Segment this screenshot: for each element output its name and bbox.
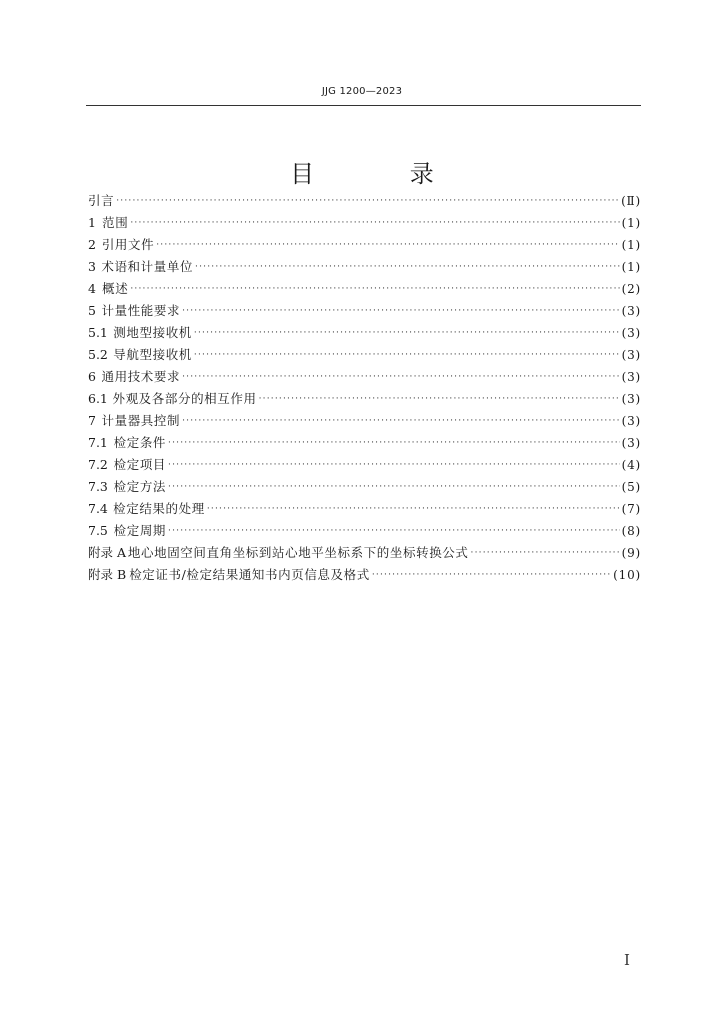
toc-leader-dots xyxy=(182,300,619,322)
toc-entry-label: 检定条件 xyxy=(113,435,167,450)
toc-entry-page: (3) xyxy=(621,370,641,384)
toc-entry-number: 附录 A xyxy=(88,545,127,560)
toc-entry-number: 7.3 xyxy=(88,479,108,494)
toc-entry-page: (8) xyxy=(621,524,641,538)
toc-entry-page: (7) xyxy=(621,502,641,516)
toc-entry-page: (Ⅱ) xyxy=(621,194,641,208)
toc-entry-label: 导航型接收机 xyxy=(113,347,192,362)
toc-leader-dots xyxy=(207,498,620,520)
toc-entry-label: 检定方法 xyxy=(113,479,167,494)
toc-entry-number: 5 xyxy=(88,303,96,318)
toc-entry-page: (2) xyxy=(621,282,641,296)
toc-leader-dots xyxy=(471,542,620,564)
toc-entry-number: 附录 B xyxy=(88,567,127,582)
toc-entry-number: 5.1 xyxy=(88,325,108,340)
page-title: 目 录 xyxy=(290,160,478,189)
toc-leader-dots xyxy=(182,366,619,388)
toc-entry-label: 测地型接收机 xyxy=(113,325,192,340)
toc-entry-page: (3) xyxy=(621,348,641,362)
toc-entry-number: 7.5 xyxy=(88,523,108,538)
toc-entry-label: 外观及各部分的相互作用 xyxy=(112,391,257,406)
toc-entry[interactable] xyxy=(88,410,641,432)
toc-entry[interactable] xyxy=(88,300,641,322)
toc-entry[interactable] xyxy=(88,542,641,564)
toc-entry-label: 引言 xyxy=(88,193,115,208)
toc-leader-dots xyxy=(168,476,620,498)
header-rule xyxy=(86,105,641,106)
toc-entry-page: (4) xyxy=(621,458,641,472)
toc-entry-page: (3) xyxy=(621,392,641,406)
toc-entry-label: 计量性能要求 xyxy=(101,303,181,318)
toc-leader-dots xyxy=(195,256,620,278)
toc-entry-number: 3 xyxy=(88,259,96,274)
toc-entry-label: 检定结果的处理 xyxy=(113,501,205,516)
toc-entry-page: (3) xyxy=(621,326,641,340)
toc-entry-label: 计量器具控制 xyxy=(101,413,181,428)
toc-entry-page: (3) xyxy=(621,304,641,318)
toc-leader-dots xyxy=(194,344,620,366)
toc-entry-page: (5) xyxy=(621,480,641,494)
toc-entry[interactable] xyxy=(88,432,641,454)
toc-leader-dots xyxy=(372,564,611,586)
toc-entry-page: (3) xyxy=(621,436,641,450)
toc-entry-number: 4 xyxy=(88,281,96,296)
toc-entry[interactable] xyxy=(88,212,641,234)
toc-entry[interactable] xyxy=(88,278,641,300)
toc-entry[interactable] xyxy=(88,476,641,498)
toc-leader-dots xyxy=(168,520,620,542)
toc-entry[interactable] xyxy=(88,454,641,476)
running-header: JJG 1200—2023 xyxy=(321,86,403,97)
toc-entry-number: 6.1 xyxy=(88,391,108,406)
toc-entry-label: 术语和计量单位 xyxy=(101,259,194,274)
toc-entry[interactable] xyxy=(88,322,641,344)
toc-entry-label: 通用技术要求 xyxy=(101,369,181,384)
toc-entry[interactable] xyxy=(88,520,641,542)
toc-entry[interactable] xyxy=(88,366,641,388)
toc-leader-dots xyxy=(156,234,619,256)
toc-entry-label: 检定项目 xyxy=(113,457,167,472)
toc-leader-dots xyxy=(259,388,620,410)
toc-entry[interactable] xyxy=(88,564,641,586)
toc-leader-dots xyxy=(194,322,620,344)
toc-entry-page: (9) xyxy=(621,546,641,560)
toc-entry-label: 检定周期 xyxy=(113,523,167,538)
toc-entry-page: (1) xyxy=(621,238,641,252)
toc-entry-label: 引用文件 xyxy=(101,237,155,252)
toc-entry[interactable] xyxy=(88,190,641,212)
toc-entry-number: 6 xyxy=(88,369,96,384)
toc-entry-number: 1 xyxy=(88,215,96,230)
toc-entry[interactable] xyxy=(88,234,641,256)
toc-entry-number: 7.2 xyxy=(88,457,108,472)
toc-entry-page: (1) xyxy=(621,260,641,274)
toc-entry-number: 7.4 xyxy=(88,501,108,516)
toc-leader-dots xyxy=(130,278,619,300)
toc-leader-dots xyxy=(130,212,619,234)
toc-entry-page: (10) xyxy=(613,568,641,582)
toc-entry-page: (3) xyxy=(621,414,641,428)
toc-entry-label: 范围 xyxy=(102,215,129,230)
toc-entry[interactable] xyxy=(88,256,641,278)
toc-entry-label: 地心地固空间直角坐标到站心地平坐标系下的坐标转换公式 xyxy=(127,545,469,560)
toc-entry[interactable] xyxy=(88,344,641,366)
toc-entry-label: 概述 xyxy=(102,281,129,296)
toc-leader-dots xyxy=(182,410,619,432)
toc-entry-number: 7 xyxy=(88,413,96,428)
table-of-contents xyxy=(88,190,641,586)
toc-entry[interactable] xyxy=(88,388,641,410)
toc-entry-number: 5.2 xyxy=(88,347,108,362)
toc-leader-dots xyxy=(168,454,620,476)
toc-entry-label: 检定证书/检定结果通知书内页信息及格式 xyxy=(129,567,370,582)
toc-leader-dots xyxy=(116,190,619,212)
toc-entry-number: 7.1 xyxy=(88,435,108,450)
page-number: I xyxy=(624,951,630,969)
toc-entry-page: (1) xyxy=(621,216,641,230)
toc-entry[interactable] xyxy=(88,498,641,520)
toc-leader-dots xyxy=(168,432,620,454)
toc-entry-number: 2 xyxy=(88,237,96,252)
